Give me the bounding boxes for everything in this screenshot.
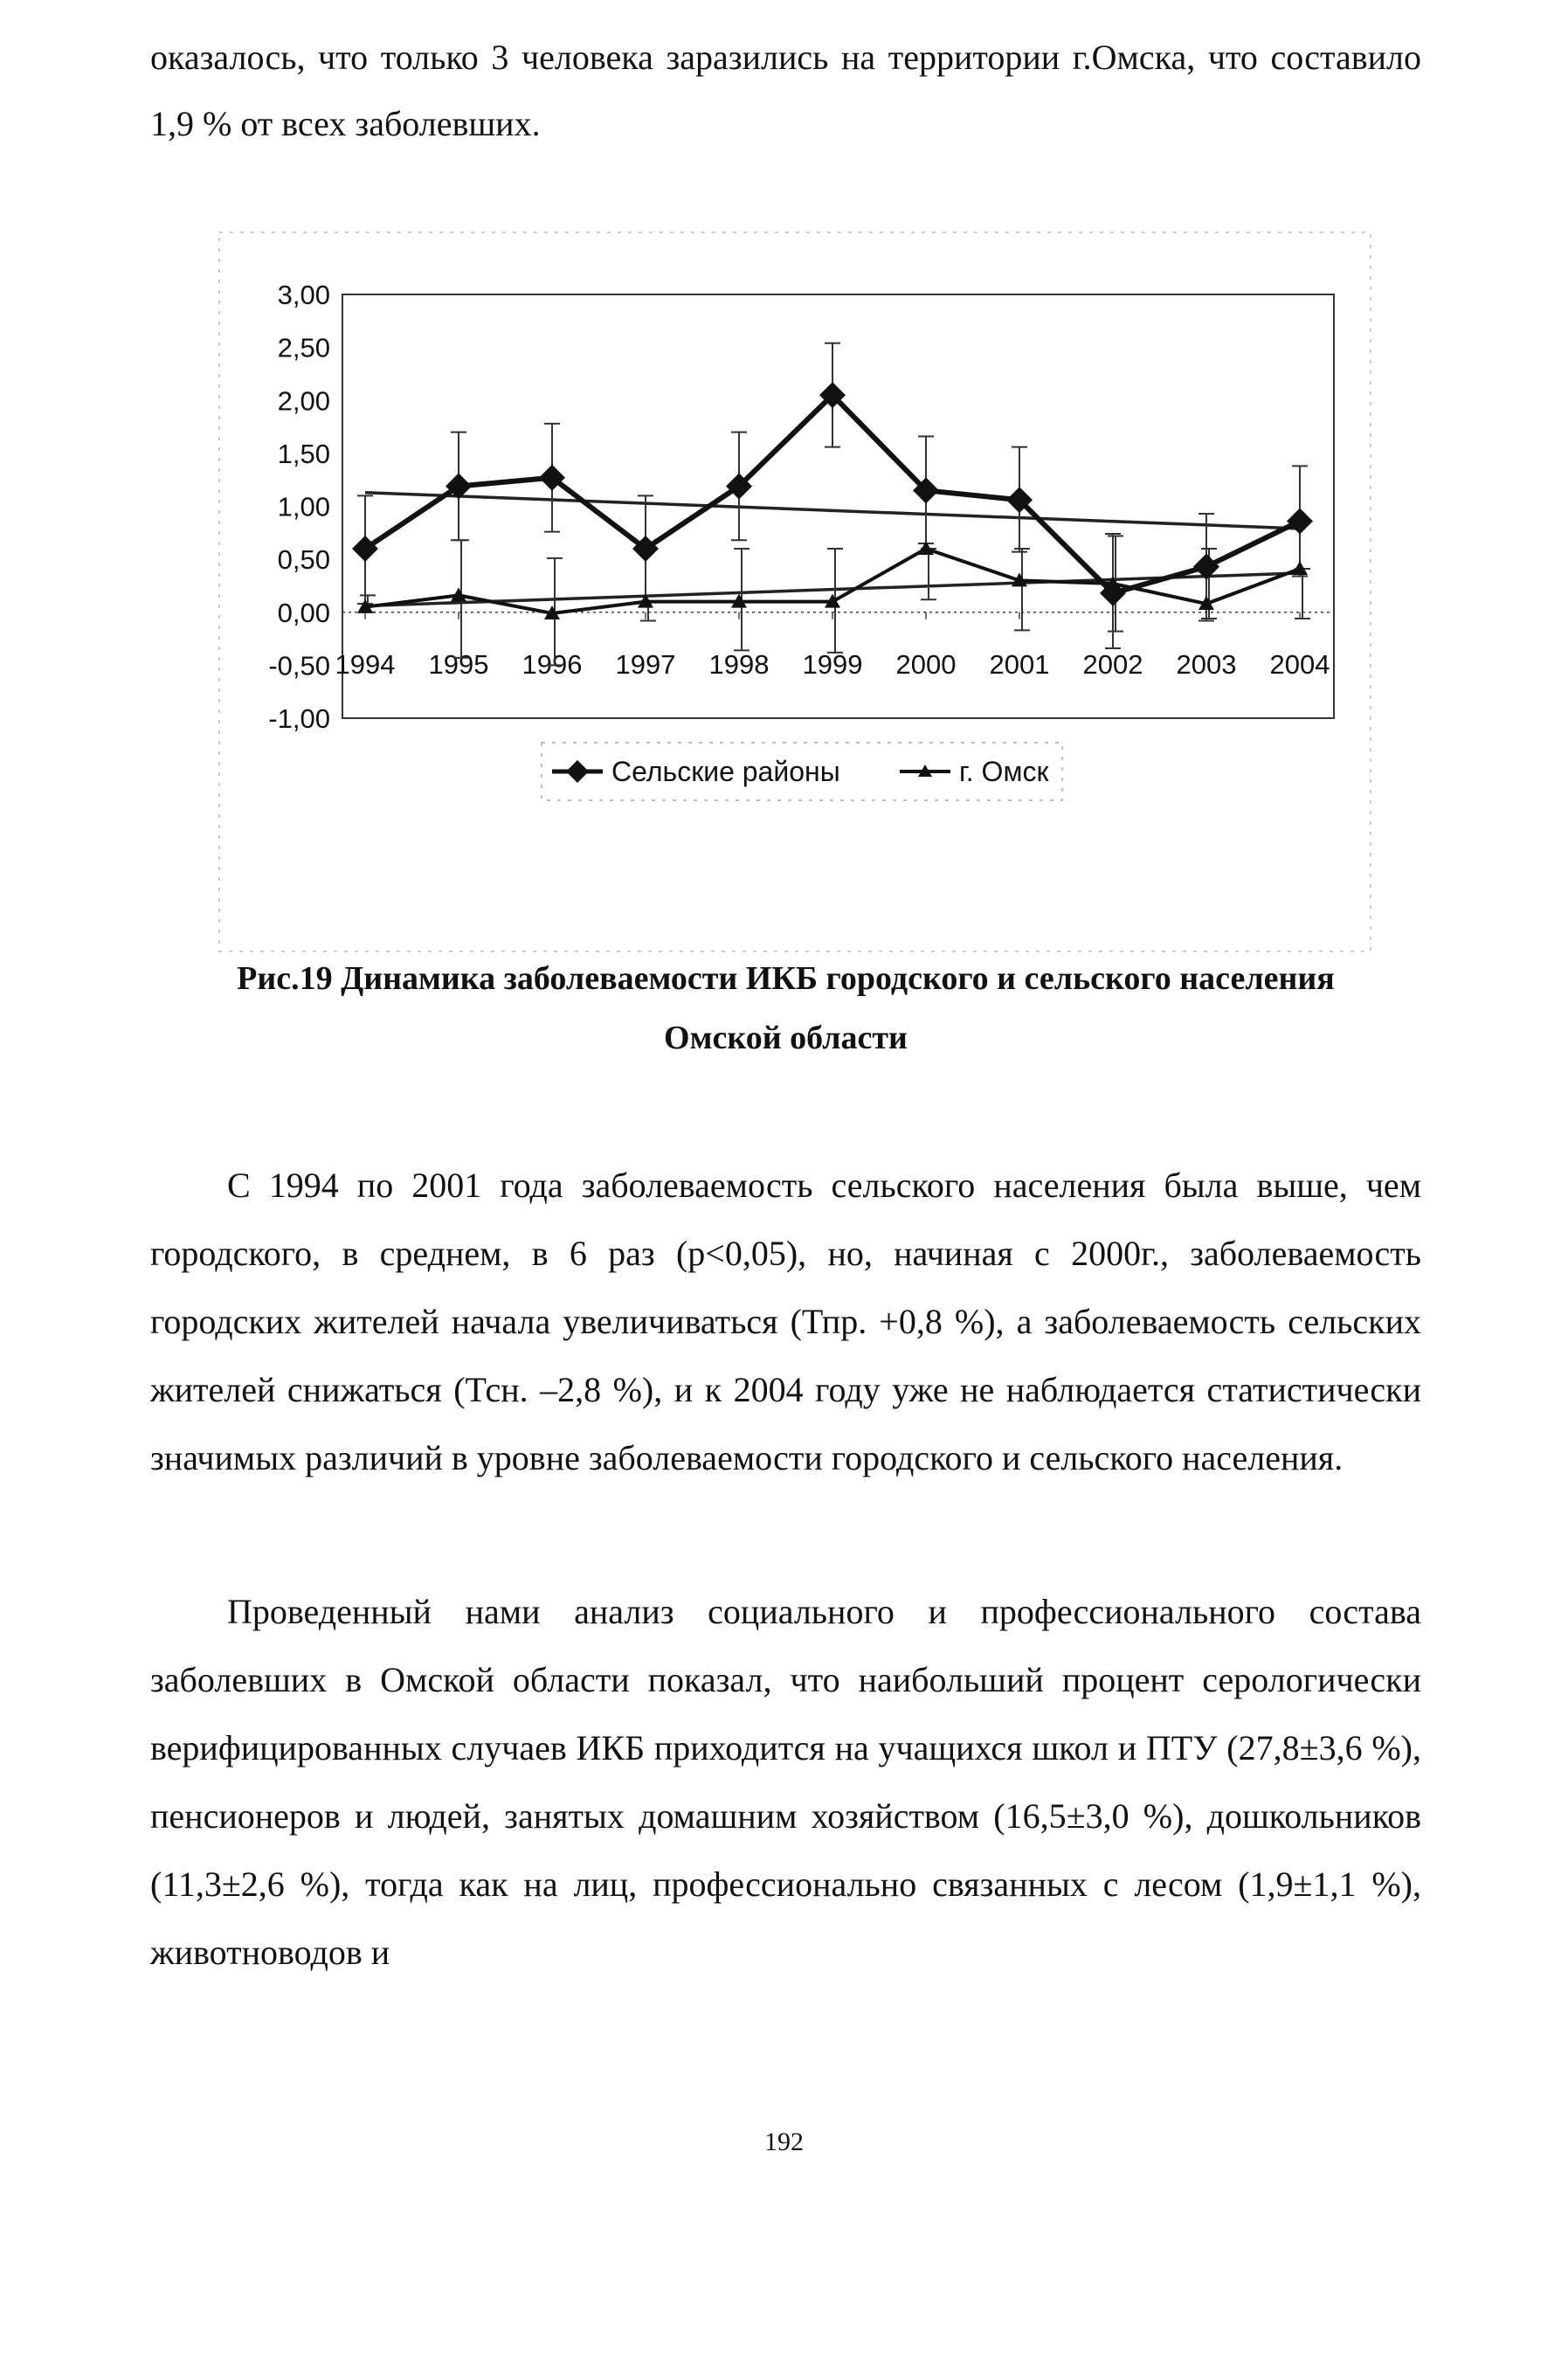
y-tick-label: 1,50 [277,438,330,469]
x-tick-label: 2004 [1269,648,1330,680]
y-tick-label: -0,50 [268,650,330,681]
y-axis [268,280,330,734]
caption-line-2: Омской области [664,1020,908,1056]
data-point-rural [1287,508,1313,534]
x-tick-label: 2001 [989,648,1050,680]
y-tick-label: 2,50 [277,332,330,363]
data-point-city [1292,561,1308,575]
x-tick-label: 1999 [802,648,863,680]
legend-label-rural: Сельские районы [611,756,840,787]
legend [542,743,1062,800]
y-tick-label: -1,00 [268,703,330,734]
legend-label-city: г. Омск [959,756,1049,787]
x-tick-label: 1995 [428,648,489,680]
y-tick-label: 3,00 [277,280,330,310]
caption-line-1: Рис.19 Динамика заболеваемости ИКБ городского и сельского населения [237,960,1335,997]
x-tick-label: 2002 [1082,648,1143,680]
x-tick-label: 1998 [708,648,770,680]
x-tick-label: 2000 [895,648,957,680]
page-number: 192 [764,2127,804,2156]
top-paragraph: оказалось, что только 3 человека заразились на территории г.Омска, что составило 1,9 % от всех заболевших. [150,38,1421,143]
paragraph-2: Проведенный нами анализ социального и профессионального состава заболевших в Омской области показал, что наибольший процент серологически верифицированных случаев ИКБ приходится на учащихся школ и ПТУ (27,8±3,6 %), пенсионеров и людей, занятых домашним хозяйством (16,5±3,0 %), дошкольников (11,3±2,6 %), тогда как на лиц, профессионально связанных с лесом (1,9±1,1 %), животноводов и [150,1592,1421,1972]
incidence-chart [218,232,1371,952]
trend-line-rural [365,493,1300,529]
x-tick-label: 1996 [522,648,583,680]
figure-caption [150,949,1421,1068]
y-tick-label: 1,00 [277,491,330,522]
x-tick-label: 1997 [615,648,676,680]
y-tick-label: 2,00 [277,385,330,417]
y-tick-label: 0,00 [277,597,330,628]
x-tick-label: 2003 [1176,648,1237,680]
y-tick-label: 0,50 [277,544,330,576]
x-tick-label: 1994 [335,648,396,680]
paragraph-1: С 1994 по 2001 года заболеваемость сельского населения была выше, чем городского, в среднем, в 6 раз (p<0,05), но, начиная с 2000г., заболеваемость городских жителей начала увеличиваться (Тпр. +0,8 %), а заболеваемость сельских жителей снижаться (Тсн. –2,8 %), и к 2004 году уже не наблюдается статистически значимых различий в уровне заболеваемости городского и сельского населения. [150,1166,1421,1477]
legend-diamond-marker [566,760,589,783]
chart-svg [218,232,1371,952]
